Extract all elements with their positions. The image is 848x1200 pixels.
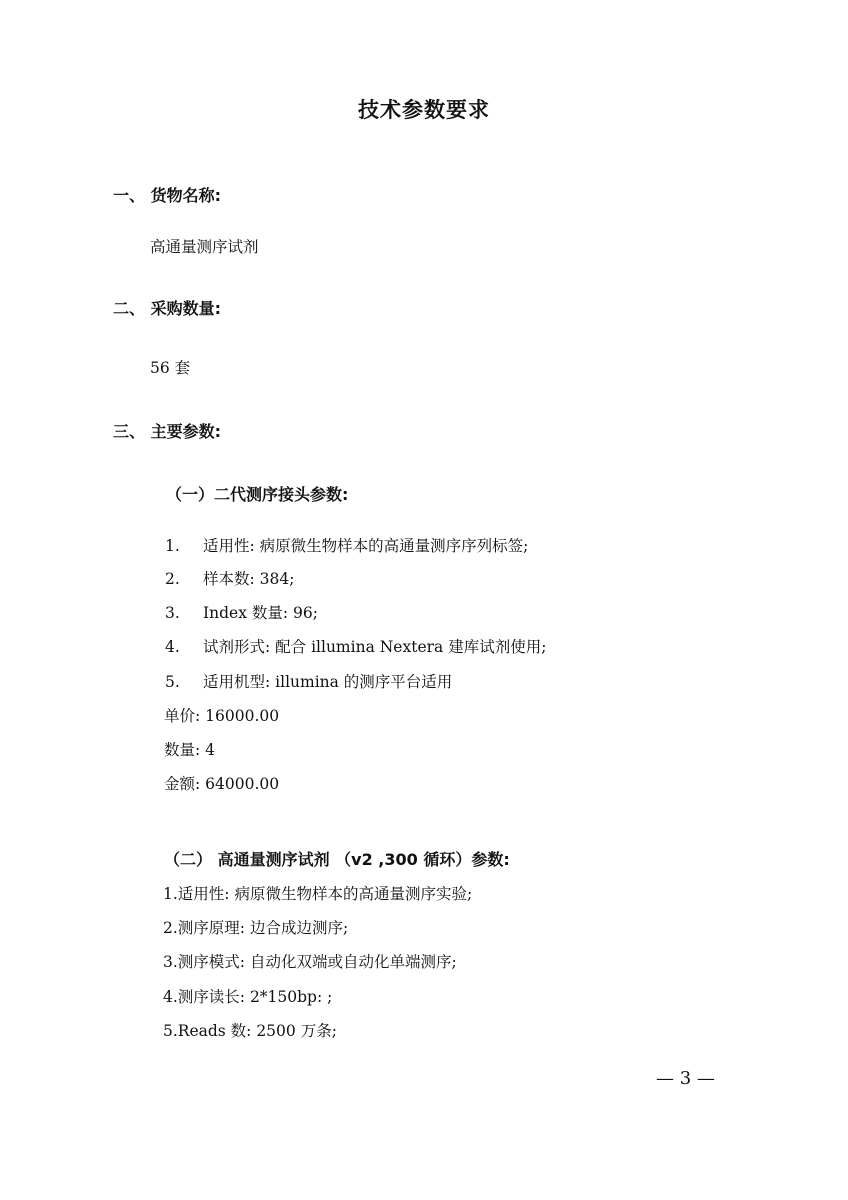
list-item: 2.测序原理: 边合成边测序; [163, 919, 349, 937]
list-item-number: 2. [165, 570, 180, 588]
section-heading-quantity: 二、 采购数量: [113, 299, 221, 318]
list-item [165, 606, 318, 622]
list-item-text: 试剂形式: 配合 illumina Nextera 建库试剂使用; [203, 638, 547, 656]
list-item-text: 样本数: 384; [203, 570, 295, 588]
list-item-number: 3. [165, 604, 180, 622]
list-item-text: Index 数量: 96; [203, 604, 318, 622]
list-item-number: 4. [165, 638, 180, 656]
goods-name-value: 高通量测序试剂 [150, 238, 259, 256]
list-item: 5.Reads 数: 2500 万条; [163, 1022, 337, 1040]
subsection-heading-sequencing-reagent: （二） 高通量测序试剂 （v2 ,300 循环）参数: [164, 850, 510, 869]
subsection-heading-adapter: （一）二代测序接头参数: [166, 485, 349, 504]
item-quantity: 数量: 4 [164, 741, 216, 759]
unit-price: 单价: 16000.00 [164, 707, 280, 725]
list-item-number: 1. [165, 537, 180, 555]
list-item [165, 539, 528, 555]
list-item-text: 适用机型: illumina 的测序平台适用 [203, 673, 453, 691]
list-item [165, 675, 452, 691]
list-item: 1.适用性: 病原微生物样本的高通量测序实验; [163, 885, 473, 903]
list-item [165, 572, 294, 588]
list-item: 3.测序模式: 自动化双端或自动化单端测序; [163, 953, 457, 971]
quantity-value: 56 套 [150, 359, 191, 377]
page-title: 技术参数要求 [358, 98, 490, 122]
section-heading-goods-name: 一、 货物名称: [113, 186, 221, 205]
list-item-number: 5. [165, 673, 180, 691]
list-item [165, 640, 546, 656]
list-item: 4.测序读长: 2*150bp: ; [163, 988, 333, 1006]
page-number: — 3 — [656, 1068, 715, 1089]
list-item-text: 适用性: 病原微生物样本的高通量测序序列标签; [203, 537, 529, 555]
section-heading-params: 三、 主要参数: [113, 422, 221, 441]
amount: 金额: 64000.00 [164, 775, 280, 793]
